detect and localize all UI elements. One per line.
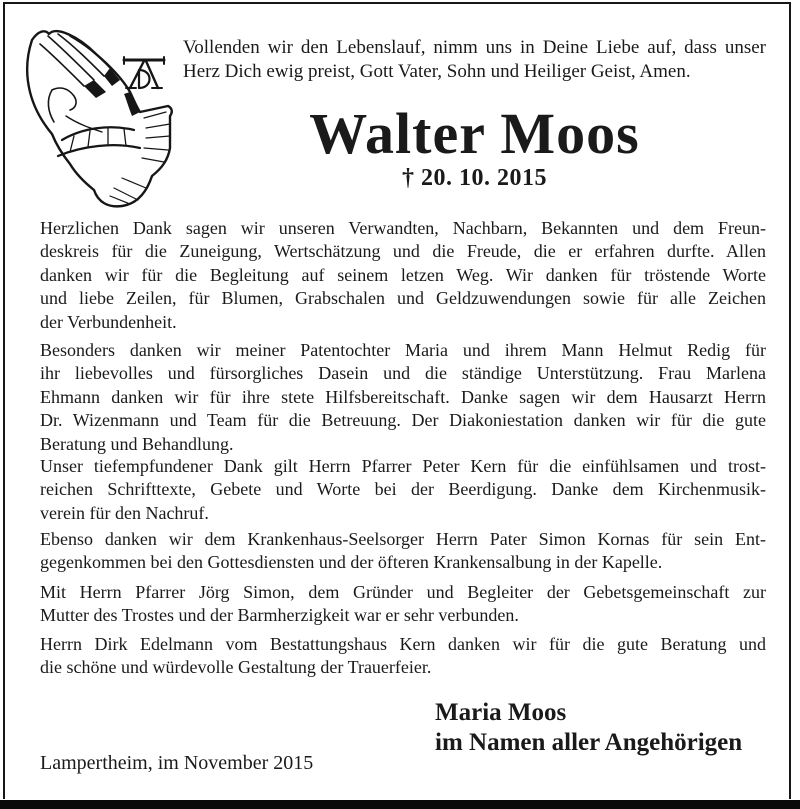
signature-block <box>435 698 742 758</box>
thanks-paragraph: Mit Herrn Pfarrer Jörg Simon, dem Gründer und Begleiter der Gebetsgemeinschaft zur Mutter des Trostes und der Barmherzigkeit war er sehr verbunden. <box>40 582 766 626</box>
thanks-paragraph: Unser tiefempfundener Dank gilt Herrn Pfarrer Peter Kern für die einfühlsamen und trost- reichen Schrifttexte, Gebete und Worte bei der Beerdigung. Danke dem Kirchenmusik- verein für den Nachruf. <box>40 456 766 523</box>
thanks-paragraph: Herzlichen Dank sagen wir unseren Verwandten, Nachbarn, Bekannten und dem Freun- deskreis für die Zuneigung, Wertschätzung und die Freude, die er erfahren durfte. Allen danken wir für die Begleitung auf seinem letzen Weg. Wir danken für tröstende Worte und liebe Zeilen, für Blumen, Grabschalen und Geldzuwendungen sowie für alle Zeichen der Verbundenheit. <box>40 218 766 332</box>
place-date: Lampertheim, im November 2015 <box>40 752 314 774</box>
signature-subline: im Namen aller Angehörigen <box>435 729 743 756</box>
thanks-paragraph: Herrn Dirk Edelmann vom Bestattungshaus Kern danken wir für die gute Beratung und die schöne und würdevolle Gestaltung der Trauerfeier. <box>40 634 766 678</box>
thanks-paragraph: Besonders danken wir meiner Patentochter Maria und ihrem Mann Helmut Redig für ihr liebevolles und fürsorgliches Dasein und die ständige Unterstützung. Frau Marlena Ehmann danken wir für ihre stete Hilfsbereitschaft. Danke sagen wir dem Hausarzt Herrn Dr. Wizenmann und Team für die Betreuung. Der Diakoniestation danken wir für die gute Beratung und Behandlung. <box>40 340 766 454</box>
death-date: † 20. 10. 2015 <box>402 165 547 191</box>
duerer-monogram-icon <box>124 57 164 88</box>
bottom-scan-bar <box>0 800 800 809</box>
thanks-paragraph: Ebenso danken wir dem Krankenhaus-Seelsorger Herrn Pater Simon Kornas für sein Ent- gegenkommen bei den Gottesdiensten und der öfteren Krankensalbung in der Kapelle. <box>40 529 766 573</box>
prayer-text: Vollenden wir den Lebenslauf, nimm uns in Deine Liebe auf, dass unser Herz Dich ewig preist, Gott Vater, Sohn und Heiliger Geist, Amen. <box>183 37 766 82</box>
deceased-name: Walter Moos <box>309 101 640 166</box>
praying-hands-icon <box>18 28 174 208</box>
mourner-name: Maria Moos <box>435 699 567 726</box>
